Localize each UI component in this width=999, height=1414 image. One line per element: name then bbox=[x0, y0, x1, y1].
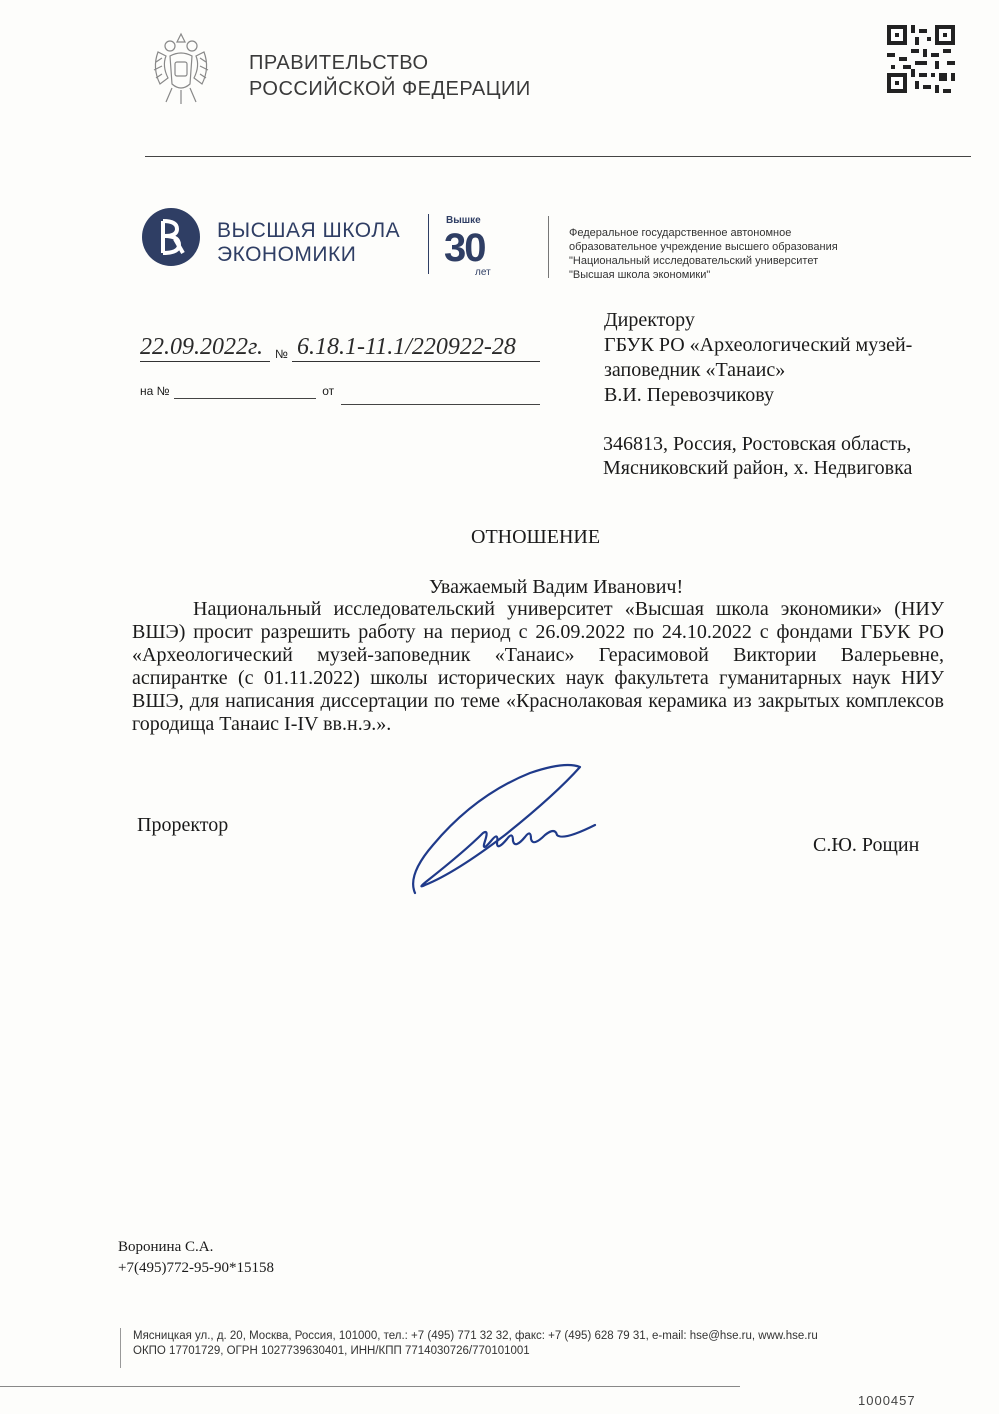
addressee-line-2: ГБУК РО «Археологический музей- bbox=[604, 334, 913, 356]
addressee-line-3: заповедник «Танаис» bbox=[604, 359, 786, 381]
hse-name-line-2: ЭКОНОМИКИ bbox=[217, 243, 357, 266]
signer-position: Проректор bbox=[137, 814, 229, 836]
executor-phone: +7(495)772-95-90*15158 bbox=[118, 1260, 274, 1276]
registration-number: 6.18.1-11.1/220922-28 bbox=[297, 334, 516, 360]
letter-body: Национальный исследовательский университет «Высшая школа экономики» (НИУ ВШЭ) просит разрешить работу на период с 26.09.2022 по 24.10.2022 с фондами ГБУК РО «Археологический музей-заповедник «Танаис» Герасимовой Виктории Валерьевне, аспирантке (с 01.11.2022) школы исторических наук факультета гуманитарных наук НИУ ВШЭ, для написания диссертации по теме «Краснолаковая керамика из закрытых комплексов городища Танаис I-IV вв.н.э.». bbox=[132, 598, 944, 735]
date-underline bbox=[140, 361, 270, 362]
hse-name bbox=[217, 219, 400, 267]
addressee-block bbox=[604, 308, 959, 408]
number-underline bbox=[292, 361, 540, 362]
reference-row bbox=[140, 384, 334, 398]
anniversary-bottom: лет bbox=[475, 267, 491, 278]
org-line-3: "Национальный исследовательский университет bbox=[569, 255, 819, 267]
bottom-edge-line bbox=[0, 1386, 740, 1387]
addressee-line-1: Директору bbox=[604, 309, 695, 331]
hse-name-line-1: ВЫСШАЯ ШКОЛА bbox=[217, 219, 401, 242]
executor-name: Воронина С.А. bbox=[118, 1239, 214, 1255]
gov-line-2: РОССИЙСКОЙ ФЕДЕРАЦИИ bbox=[249, 78, 531, 100]
address-line-2: Мясниковский район, х. Недвиговка bbox=[603, 457, 913, 479]
hse-logo-icon bbox=[141, 207, 201, 267]
reference-from-label: от bbox=[322, 384, 335, 398]
signer-name: С.Ю. Рощин bbox=[813, 834, 920, 856]
org-line-1: Федеральное государственное автономное bbox=[569, 227, 792, 239]
footer-line-2: ОКПО 17701729, ОГРН 1027739630401, ИНН/КПП 7714030726/770101001 bbox=[133, 1345, 530, 1357]
government-heading bbox=[249, 50, 531, 102]
anniversary-top: Вышке bbox=[446, 215, 481, 226]
reference-label: на № bbox=[140, 384, 170, 398]
footer-contacts bbox=[133, 1329, 818, 1359]
registration-date: 22.09.2022г. bbox=[140, 334, 264, 360]
form-serial-number: 1000457 bbox=[858, 1393, 916, 1408]
registration-line bbox=[140, 334, 516, 361]
greeting: Уважаемый Вадим Иванович! bbox=[429, 576, 684, 598]
header-divider bbox=[145, 156, 971, 157]
reference-date-underline bbox=[341, 404, 540, 405]
org-divider bbox=[548, 216, 549, 278]
org-description bbox=[569, 226, 838, 282]
address-line-1: 346813, Россия, Ростовская область, bbox=[603, 433, 912, 455]
coat-of-arms-icon bbox=[148, 28, 214, 108]
org-line-4: "Высшая школа экономики" bbox=[569, 269, 711, 281]
letterhead-divider bbox=[428, 214, 429, 274]
executor-block bbox=[118, 1237, 274, 1279]
org-line-2: образовательное учреждение высшего образования bbox=[569, 241, 838, 253]
anniversary-number: 30 bbox=[444, 226, 485, 270]
reference-number-underline bbox=[174, 398, 316, 399]
address-block bbox=[603, 432, 963, 480]
footer-divider bbox=[120, 1328, 121, 1368]
addressee-line-4: В.И. Перевозчикову bbox=[604, 384, 775, 406]
signature-icon bbox=[405, 755, 605, 905]
gov-line-1: ПРАВИТЕЛЬСТВО bbox=[249, 52, 429, 74]
footer-line-1: Мясницкая ул., д. 20, Москва, Россия, 101000, тел.: +7 (495) 771 32 32, факс: +7 (495) 628 79 31, e-mail: hse@hse.ru, www.hse.ru bbox=[133, 1330, 818, 1342]
letter-title: ОТНОШЕНИЕ bbox=[471, 526, 601, 548]
qr-code-icon bbox=[887, 24, 955, 94]
number-label: № bbox=[275, 347, 288, 361]
